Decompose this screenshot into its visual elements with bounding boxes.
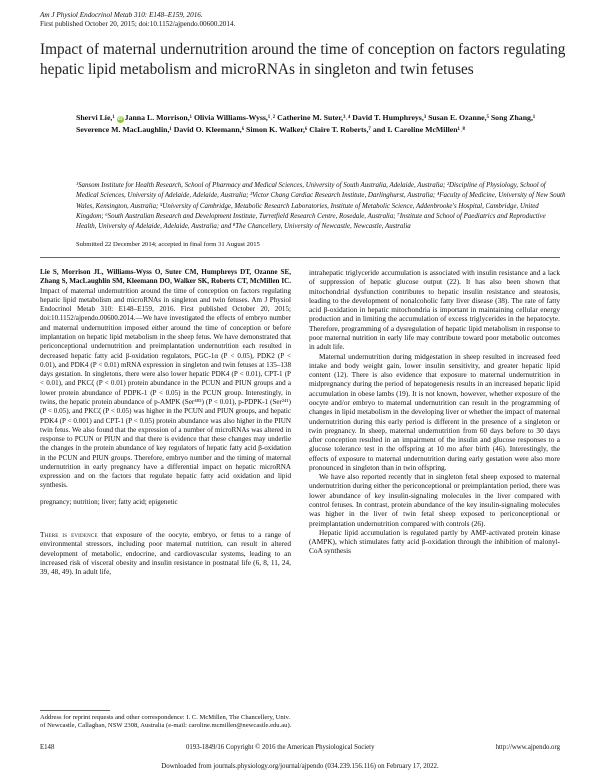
authors-rest: Janna L. Morrison,¹ Olivia Williams-Wyss,¹˒² Catherine M. Suter,³˒⁴ David T. Humphreys,³ Susan E. Ozanne,⁵ Song Zhang,¹ Severence M. MacLaughlin,¹ David O. Kleemann,⁶ Simon K. Walker,⁶ Claire T. Roberts,⁷ and I. Caroline McMillen¹˒⁸ xyxy=(76,113,536,134)
header-divider xyxy=(40,257,560,258)
introduction-paragraph xyxy=(40,530,291,576)
authors-first: Shervi Lie,¹ xyxy=(76,113,117,122)
paragraph-4: Hepatic lipid accumulation is regulated partly by AMP-activated protein kinase (AMPK), which stimulates fatty acid β-oxidation through the inhibition of malonyl-CoA synthesis xyxy=(309,527,560,556)
affiliations: ¹Sansom Institute for Health Research, School of Pharmacy and Medical Sciences, University of South Australia, Adelaide, Australia; ²Discipline of Physiology, School of Medical Sciences, University of Adelaide, Adelaide, Australia; ³Victor Chang Cardiac Research Institute, Darlinghurst, Australia; ⁴Faculty of Medicine, University of New South Wales, Kensington, Australia; ⁵University of Cambridge, Metabolic Research Laboratories, Institute of Metabolic Science, Addenbrooke's Hospital, Cambridge, United Kingdom; ⁶South Australian Research and Development Institute, Turretfield Research Centre, Rosedale, Australia; ⁷Institute and School of Paediatrics and Reproductive Health, University of Adelaide, Adelaide, Australia; and ⁸The Chancellery, University of Newcastle, Newcastle, Australia xyxy=(76,182,566,231)
paragraph-3: We have also reported recently that in singleton fetal sheep exposed to maternal undernutrition during either the periconceptional or preimplantation period, there was lower abundance of key insulin-signaling molecules in the liver compared with control fetuses. In contrast, protein abundance of the key insulin-signaling molecules was higher in the liver of twin fetal sheep exposed to periconceptional or preimplantation undernutrition compared with controls (26). xyxy=(309,472,560,528)
intro-lead: There is evidence xyxy=(40,530,98,540)
paragraph-2: Maternal undernutrition during midgestation in sheep resulted in increased feed intake and body weight gain, lower insulin sensitivity, and greater hepatic lipid content (12). There is also evidence that exposure to maternal undernutrition in midpregnancy during the period of hepatogenesis results in an increased hepatic lipid accumulation in obese lambs (19). It is not known, however, whether exposure of the oocyte and/or embryo to maternal undernutrition can result in the programming of changes in lipid metabolism in the developing liver or whether the impact of maternal undernutrition during this early period is different in the presence of a singleton or twin pregnancy. In sheep, maternal undernutrition from 60 days before to 30 days after conception resulted in an impairment of the insulin and glucose responses to a glucose tolerance test in the offspring at 10 mo after birth (46). Interestingly, the effects of exposure to maternal undernutrition during early gestation were also more pronounced in singleton than in twin offspring. xyxy=(309,351,560,472)
left-column xyxy=(40,268,291,576)
orcid-icon[interactable]: iD xyxy=(117,117,123,122)
abstract-cite-authors: Lie S, Morrison JL, Williams-Wyss O, Suter CM, Humphreys DT, Ozanne SE, Zhang S, MacLaughlin SM, Kleemann DO, Walker SK, Roberts CT, McMillen IC. xyxy=(40,268,291,286)
abstract xyxy=(40,268,291,491)
footnote-divider xyxy=(40,710,110,711)
submission-dates: Submitted 22 December 2014; accepted in final form 31 August 2015 xyxy=(76,241,260,248)
page-number: E148 xyxy=(40,744,55,751)
article-title: Impact of maternal undernutrition around the time of conception on factors regulating hepatic lipid metabolism and microRNAs in singleton and twin fetuses xyxy=(40,41,566,78)
journal-citation: Am J Physiol Endocrinol Metab 310: E148–E159, 2016. xyxy=(40,11,203,19)
copyright: 0193-1849/16 Copyright © 2016 the American Physiological Society xyxy=(186,744,375,751)
intro-continuation: intrahepatic triglyceride accumulation is associated with insulin resistance and a lack of suppression of hepatic glucose output (22). It has also been shown that mitochondrial dysfunction contributes to hepatic insulin resistance and steatosis, leading to the development of nonalcoholic fatty liver disease (38). The rate of fatty acid β-oxidation in hepatic mitochondria is important in maintaining cellular energy production and in limiting the accumulation of excess triglycerides in the hepatocyte. Therefore, programming of a dysregulation of hepatic lipid metabolism in response to poor maternal nutrition in early life may contribute toward poor metabolic outcomes in adult life. xyxy=(309,268,560,352)
author-list xyxy=(76,112,566,135)
right-column xyxy=(309,268,560,556)
keywords: pregnancy; nutrition; liver; fatty acid; epigenetic xyxy=(40,497,178,506)
download-notice: Downloaded from journals.physiology.org/journal/ajpendo (034.239.156.116) on February 17, 2022. xyxy=(161,763,439,770)
page-footer xyxy=(40,744,560,754)
journal-url[interactable]: http://www.ajpendo.org xyxy=(495,744,560,751)
correspondence-footnote: Address for reprint requests and other correspondence: I. C. McMillen, The Chancellery, Univ. of Newcastle, Callaghan, NSW 2308, Australia (e-mail: caroline.mcmillen@newcastle.edu.au). xyxy=(40,714,292,730)
journal-header xyxy=(40,11,560,29)
abstract-body: Impact of maternal undernutrition around the time of conception on factors regulating hepatic lipid metabolism and microRNAs in singleton and twin fetuses. Am J Physiol Endocrinol Metab 310: E148–E159, 2016. First published October 20, 2015; doi:10.1152/ajpendo.00600.2014.—We have investigated the effects of embryo number and maternal undernutrition imposed either around the time of conception or before implantation on hepatic lipid metabolism in the sheep fetus. We have demonstrated that periconceptional undernutrition and preimplantation undernutrition each resulted in decreased hepatic fatty acid β-oxidation regulators, PGC-1α (P < 0.05), PDK2 (P < 0.01), and PDK4 (P < 0.01) mRNA expression in singleton and twin fetuses at 135–138 days gestation. In singletons, there were also lower hepatic PDK4 (P < 0.01), CPT-1 (P < 0.01), and PKCζ (P < 0.01) protein abundance in the PCUN and PIUN groups and a lower protein abundance of PDPK-1 (P < 0.05) in the PCUN group. Interestingly, in twins, the hepatic protein abundance of p-AMPK (Ser⁴⁸⁵) (P < 0.01), p-PDPK-1 (Ser²⁴¹) (P < 0.05), and PKCζ (P < 0.05) was higher in the PCUN and PIUN groups, and hepatic PDK4 (P < 0.001) and CPT-1 (P < 0.05) protein abundance was also higher in the PIUN twin fetus. We also found that the expression of a number of microRNAs was altered in response to PCUN or PIUN and that there is evidence that these changes may underlie the changes in the protein abundance of key regulators of hepatic fatty acid β-oxidation in the PCUN and PIUN groups. Therefore, embryo number and the timing of maternal undernutrition in early pregnancy have a differential impact on hepatic microRNA expression and on the factors that regulate hepatic fatty acid oxidation and lipid synthesis. xyxy=(40,286,291,490)
intro-text: that exposure of the oocyte, embryo, or fetus to a range of environmental stressors, including poor maternal nutrition, can result in altered development of metabolic, endocrine, and cardiovascular systems, leading to an increased risk of visceral obesity and insulin resistance in postnatal life (6, 8, 11, 24, 39, 48, 49). In adult life, xyxy=(40,530,291,577)
first-published: First published October 20, 2015; doi:10.1152/ajpendo.00600.2014. xyxy=(40,20,236,28)
authors-text xyxy=(76,113,535,134)
